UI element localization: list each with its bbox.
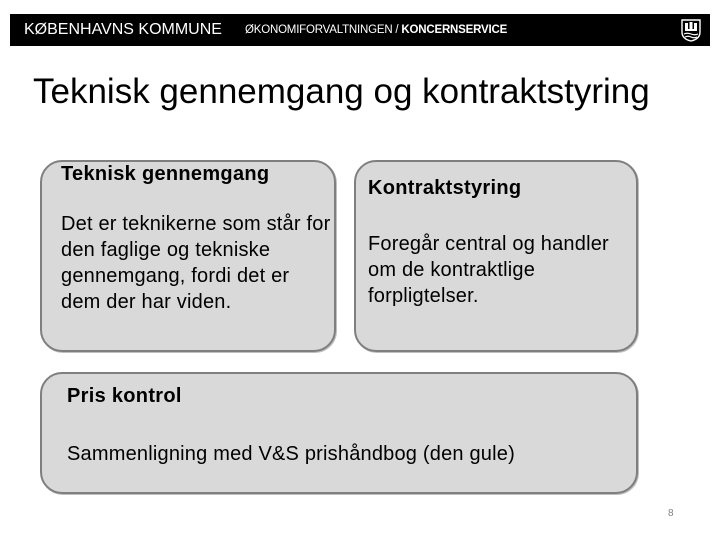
org-name: KØBENHAVNS KOMMUNE xyxy=(24,21,222,38)
pris-kontrol-body: Sammenligning med V&S prishåndbog (den gule) xyxy=(67,443,515,465)
teknisk-gennemgang-heading: Teknisk gennemgang xyxy=(61,163,270,185)
department-name xyxy=(245,24,507,36)
city-coat-of-arms-icon xyxy=(678,17,704,43)
header-bar xyxy=(10,14,710,46)
department-suffix: KONCERNSERVICE xyxy=(401,24,508,36)
kontraktstyring-heading: Kontraktstyring xyxy=(368,177,522,199)
kontraktstyring-body: Foregår central og handler om de kontraktlige forpligtelser. xyxy=(368,233,609,307)
page-number: 8 xyxy=(668,508,674,519)
teknisk-gennemgang-body: Det er teknikerne som står for den faglige og tekniske gennemgang, fordi det er dem der har viden. xyxy=(61,213,331,313)
department-prefix: ØKONOMIFORVALTNINGEN / xyxy=(245,24,402,36)
slide-title: Teknisk gennemgang og kontraktstyring xyxy=(33,72,650,111)
pris-kontrol-heading: Pris kontrol xyxy=(67,385,182,407)
